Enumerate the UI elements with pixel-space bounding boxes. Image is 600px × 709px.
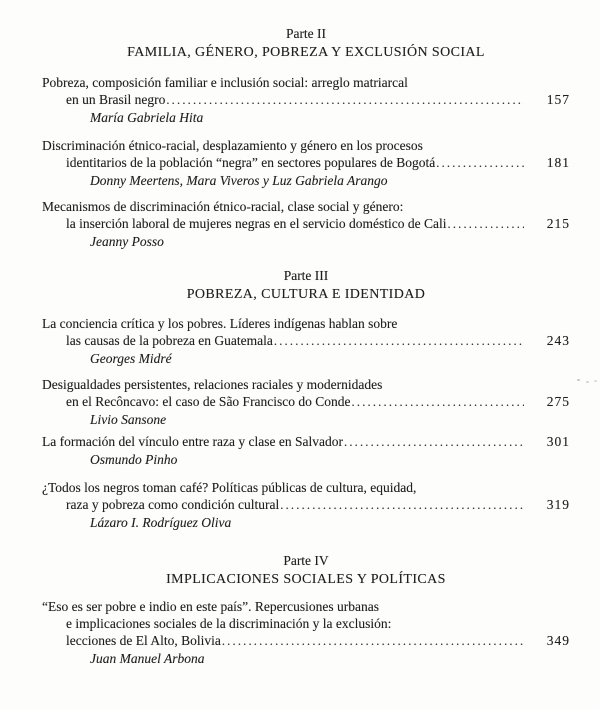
page-number: 157 [546, 92, 570, 107]
dot-leader [436, 155, 524, 172]
entry-author: Georges Midré [90, 351, 172, 366]
part-label: Parte IV [283, 553, 329, 568]
entry-author: Jeanny Posso [90, 234, 164, 249]
entry-title-line: Discriminación étnico-racial, desplazamiento y género en los procesos [42, 138, 423, 153]
dot-leader [344, 434, 524, 451]
toc-entry [42, 479, 570, 531]
entry-title-line: ¿Todos los negros toman café? Políticas públicas de cultura, equidad, [42, 480, 417, 495]
entry-dotted-line [42, 433, 570, 451]
entry-dotted-line [42, 154, 570, 172]
part-heading [42, 26, 570, 61]
toc-entry [42, 198, 570, 250]
entry-title-line: La conciencia crítica y los pobres. Líderes indígenas hablan sobre [42, 316, 398, 331]
part-title: FAMILIA, GÉNERO, POBREZA Y EXCLUSIÓN SOCIAL [127, 45, 485, 60]
entry-title-line: Pobreza, composición familiar e inclusión social: arreglo matriarcal [42, 75, 408, 90]
part-title: IMPLICACIONES SOCIALES Y POLÍTICAS [166, 572, 446, 587]
entry-author: María Gabriela Hita [90, 110, 204, 125]
dot-leader [280, 497, 524, 514]
entry-dotted-line [42, 632, 570, 650]
entry-title-line: “Eso es ser pobre e indio en este país”. Repercusiones urbanas [42, 599, 380, 614]
entry-author: Donny Meertens, Mara Viveros y Luz Gabriela Arango [90, 173, 388, 188]
entry-dotted-line [42, 215, 570, 233]
entry-title-line: las causas de la pobreza en Guatemala [66, 333, 273, 348]
toc-entry [42, 376, 570, 428]
part-label: Parte II [285, 26, 327, 41]
entry-dotted-line [42, 393, 570, 411]
toc-entry [42, 137, 570, 189]
entry-dotted-line [42, 332, 570, 350]
page-number: 275 [546, 394, 570, 409]
part-title: POBREZA, CULTURA E IDENTIDAD [186, 287, 426, 302]
toc-section-parte-3 [42, 268, 570, 531]
dot-leader [222, 633, 524, 650]
toc-section-parte-4 [42, 553, 570, 667]
page-number: 319 [546, 497, 570, 512]
part-label: Parte III [283, 268, 329, 283]
part-heading [42, 553, 570, 588]
entry-title-line: La formación del vínculo entre raza y clase en Salvador [42, 434, 343, 449]
entry-title-line: identitarios de la población “negra” en sectores populares de Bogotá [66, 155, 436, 170]
entry-author: Juan Manuel Arbona [90, 651, 205, 666]
toc-entry [42, 74, 570, 126]
entry-title-line: raza y pobreza como condición cultural [66, 497, 280, 512]
page-number: 349 [546, 633, 570, 648]
entry-dotted-line [42, 91, 570, 109]
entry-title-line: e implicaciones sociales de la discriminación y la exclusión: [66, 616, 392, 631]
entry-title-line: Desigualdades persistentes, relaciones raciales y modernidades [42, 377, 383, 392]
entry-dotted-line [42, 496, 570, 514]
dot-leader [448, 216, 525, 233]
toc-section-parte-2 [42, 26, 570, 250]
page-number: 181 [546, 155, 570, 170]
page-number: 301 [546, 434, 570, 449]
entry-title-line: en el Recôncavo: el caso de São Francisco do Conde [66, 394, 351, 409]
dot-leader [166, 92, 524, 109]
entry-title-line: Mecanismos de discriminación étnico-racial, clase social y género: [42, 199, 404, 214]
scan-speckle-artifact [577, 379, 580, 381]
entry-title-line: la inserción laboral de mujeres negras en el servicio doméstico de Cali [66, 216, 447, 231]
dot-leader [274, 333, 524, 350]
toc-entry [42, 433, 570, 468]
dot-leader [352, 394, 524, 411]
page-number: 215 [546, 216, 570, 231]
toc-entry [42, 315, 570, 367]
entry-title-line: en un Brasil negro [66, 92, 166, 107]
page-number: 243 [546, 333, 570, 348]
entry-title-line: lecciones de El Alto, Bolivia [66, 633, 221, 648]
part-heading [42, 268, 570, 303]
entry-author: Livio Sansone [90, 412, 167, 427]
entry-author: Osmundo Pinho [90, 452, 178, 467]
entry-author: Lázaro I. Rodríguez Oliva [90, 515, 232, 530]
toc-entry [42, 598, 570, 667]
